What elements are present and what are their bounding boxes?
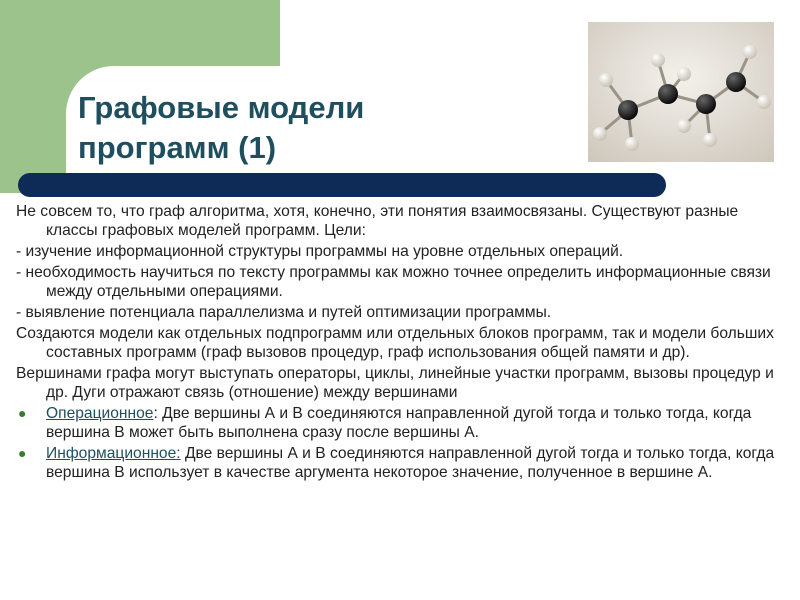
paragraph-models: Создаются модели как отдельных подпрограмм или отдельных блоков программ, так и модели больших составных программ (граф вызовов процедур, граф использования общей памяти и др). <box>16 325 774 361</box>
bullet-dot-icon: ● <box>18 405 27 421</box>
bullet-informational <box>16 444 786 482</box>
slide-title-line-1: Графовые модели <box>78 90 365 125</box>
slide-title-line-2: программ (1) <box>78 130 277 165</box>
bullet-dot-icon: ● <box>18 445 27 461</box>
paragraph-vertices: Вершинами графа могут выступать операторы, циклы, линейные участки программ, вызовы процедур и др. Дуги отражают связь (отношение) между вершинами <box>16 365 774 401</box>
paragraph-goal-2: - необходимость научиться по тексту программы как можно точнее определить информационные связи между отдельными операциями. <box>16 264 771 300</box>
bullet-operational <box>16 404 786 442</box>
term-operational: Операционное <box>46 405 154 422</box>
paragraph-intro: Не совсем то, что граф алгоритма, хотя, конечно, эти понятия взаимосвязаны. Существуют разные классы графовых моделей программ. Цели: <box>16 203 739 239</box>
bullet-operational-text: : Две вершины А и В соединяются направленной дугой тогда и только тогда, когда вершина В может быть выполнена сразу после вершины А. <box>46 405 752 441</box>
title-divider-bar <box>18 173 666 197</box>
slide-body <box>16 202 786 484</box>
term-informational: Информационное: <box>46 445 181 462</box>
slide-title <box>78 88 364 168</box>
bullet-informational-text: Две вершины А и В соединяются направленной дугой тогда и только тогда, когда вершина В использует в качестве аргумента некоторое значение, полученное в вершине А. <box>46 445 775 481</box>
paragraph-goal-3: - выявление потенциала параллелизма и путей оптимизации программы. <box>16 304 552 321</box>
paragraph-goal-1: - изучение информационной структуры программы на уровне отдельных операций. <box>16 243 624 260</box>
molecule-icon <box>588 22 774 162</box>
